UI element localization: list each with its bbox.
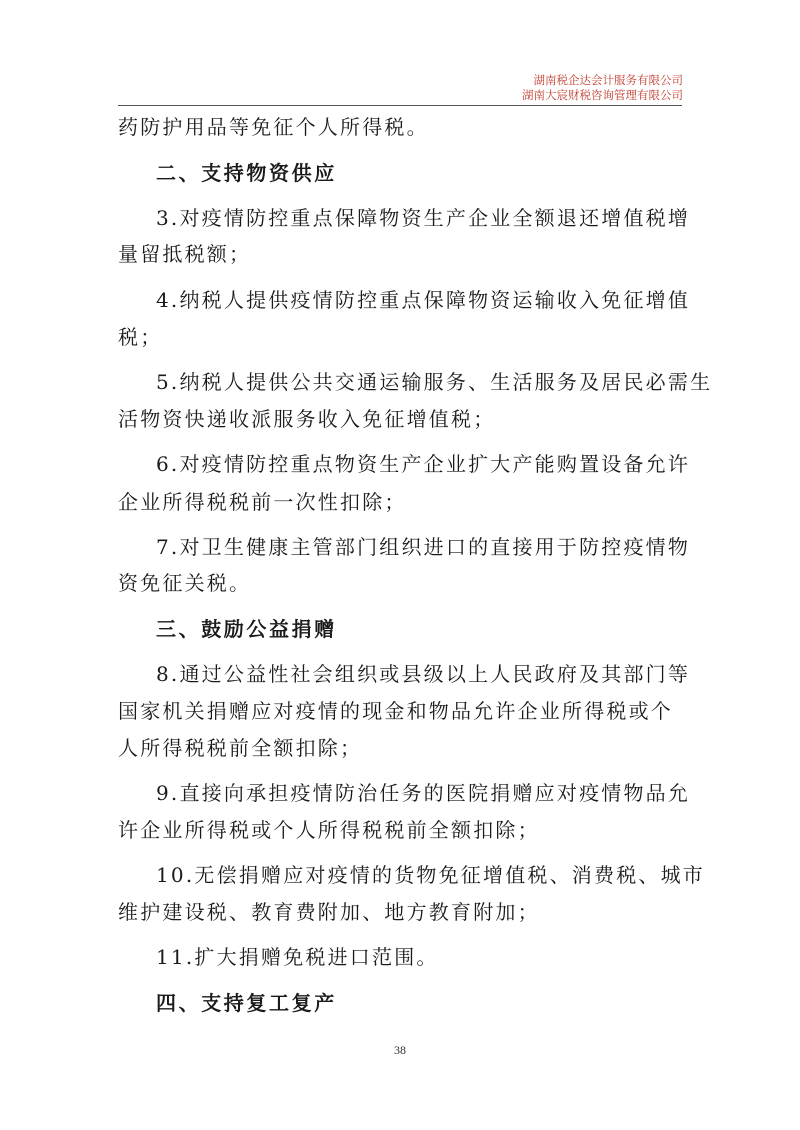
body-line: 企业所得税税前一次性扣除； — [118, 490, 407, 514]
section-heading: 四、支持复工复产 — [156, 991, 337, 1015]
body-line: 国家机关捐赠应对疫情的现金和物品允许企业所得税或个 — [118, 699, 673, 723]
body-line: 4.纳税人提供疫情防控重点保障物资运输收入免征增值 — [156, 288, 691, 312]
body-line: 3.对疫情防控重点保障物资生产企业全额退还增值税增 — [156, 206, 691, 230]
body-line: 6.对疫情防控重点物资生产企业扩大产能购置设备允许 — [156, 452, 691, 476]
body-line: 许企业所得税或个人所得税税前全额扣除； — [118, 818, 540, 842]
body-line: 9.直接向承担疫情防治任务的医院捐赠应对疫情物品允 — [156, 781, 691, 805]
body-line: 活物资快递收派服务收入免征增值税； — [118, 407, 496, 431]
body-line: 7.对卫生健康主管部门组织进口的直接用于防控疫情物 — [156, 535, 691, 559]
section-heading: 二、支持物资供应 — [156, 161, 337, 185]
body-line: 人所得税税前全额扣除； — [118, 736, 363, 760]
body-line: 10.无偿捐赠应对疫情的货物免征增值税、消费税、城市 — [156, 863, 706, 887]
header-company-name-1: 湖南税企达会计服务有限公司 — [533, 73, 683, 87]
body-line: 11.扩大捐赠免税进口范围。 — [156, 945, 439, 969]
header-divider — [118, 105, 682, 106]
body-line: 量留抵税额； — [118, 242, 252, 266]
body-line: 资免征关税。 — [118, 571, 252, 595]
body-line: 8.通过公益性社会组织或县级以上人民政府及其部门等 — [156, 662, 691, 686]
section-heading: 三、鼓励公益捐赠 — [156, 617, 337, 641]
body-line: 5.纳税人提供公共交通运输服务、生活服务及居民必需生 — [156, 370, 713, 394]
page-number: 38 — [394, 1043, 406, 1057]
body-line: 税； — [118, 325, 163, 349]
body-line: 维护建设税、教育费附加、地方教育附加； — [118, 900, 540, 924]
header-company-name-2: 湖南大宸财税咨询管理有限公司 — [522, 88, 683, 102]
body-line: 药防护用品等免征个人所得税。 — [118, 115, 429, 139]
